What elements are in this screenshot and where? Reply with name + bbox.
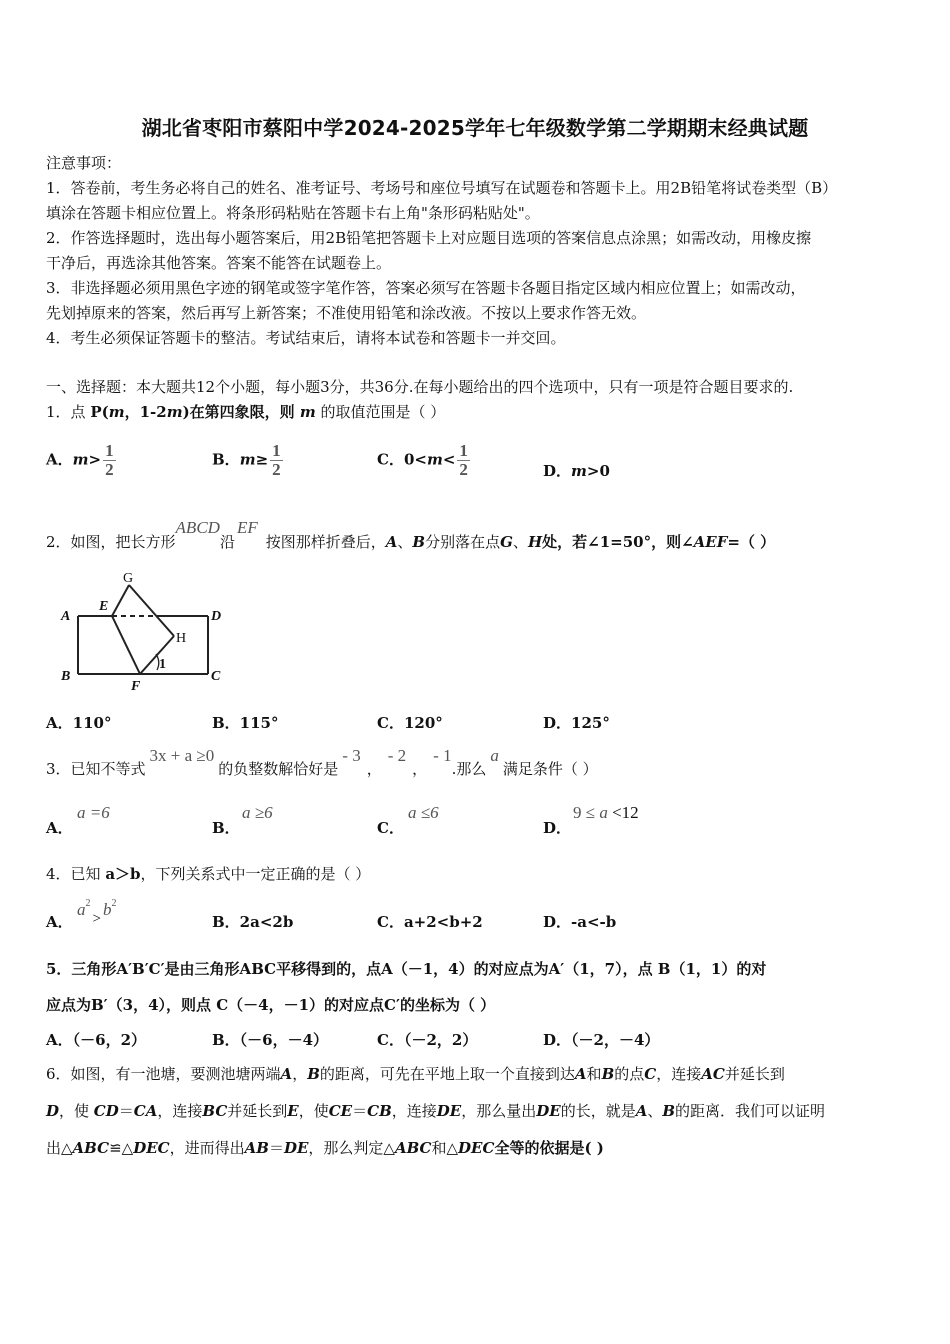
q3-option-a-expr: a =6 [77,803,110,822]
q3-option-c-expr: a ≤6 [408,803,439,822]
q1-option-b: B．m≥ $\frac{1}{2}$ [212,441,281,479]
notice-heading: 注意事项： [46,154,122,172]
fig-label-d: D [211,609,222,624]
q5-option-a: A．（－6，2） [46,1031,147,1049]
q3-option-c-label: C． [377,819,404,837]
fig-label-a: A [61,609,71,624]
q1-option-a: A．m> $\frac{1}{2}$ [46,441,114,479]
fig-label-h: H [176,631,187,646]
q2-option-d: D．125° [543,714,610,732]
notice-line-5: 3．非选择题必须用黑色字迹的钢笔或签字笔作答，答案必须写在答题卡各题目指定区域内相应位置上；如需改动， [46,279,806,297]
fig-label-g: G [123,571,134,586]
q2-option-b: B．115° [212,714,279,732]
notice-line-3: 2．作答选择题时，选出每小题答案后，用2B铅笔把答题卡上对应题目选项的答案信息点涂黑；如需改动，用橡皮擦 [46,229,812,247]
q5-option-b: B．（－6，－4） [212,1031,329,1049]
notice-line-1: 1．答卷前，考生务必将自己的姓名、准考证号、考场号和座位号填写在试题卷和答题卡上。用2B铅笔将试卷类型（B） [46,179,838,197]
q3-option-b-expr: a ≥6 [242,803,273,822]
q5-option-c: C．（－2，2） [377,1031,478,1049]
fig-label-e: E [99,599,109,614]
fig-label-f: F [131,679,141,694]
q1-option-d: D．m>0 [543,462,610,480]
fig-label-b: B [61,669,71,684]
q6-stem-line-3: 出△ABC≌△DEC，进而得出AB＝DE，那么判定△ABC和△DEC全等的依据是( ) [46,1139,604,1157]
q2-option-c: C．120° [377,714,443,732]
q2-option-a: A．110° [46,714,112,732]
q3-stem: 3．已知不等式3x + a ≥0的负整数解恰好是- 3，- 2，- 1.那么a满足条件（ ） [46,746,598,778]
fold-figure [56,570,236,695]
q6-stem-line-2: D，使 CD＝CA，连接BC并延长到E，使CE＝CB，连接DE，那么量出DE的长，就是A、B的距离．我们可以证明 [46,1102,826,1120]
fig-label-c: C [211,669,221,684]
page-title: 湖北省枣阳市蔡阳中学2024-2025学年七年级数学第二学期期末经典试题 [141,116,809,140]
notice-line-2: 填涂在答题卡相应位置上。将条形码粘贴在答题卡右上角"条形码粘贴处"。 [46,204,540,222]
q1-option-c: C．0<m< $\frac{1}{2}$ [377,441,468,479]
notice-line-4: 干净后，再选涂其他答案。答案不能答在试题卷上。 [46,254,392,272]
q4-option-b: B．2a<2b [212,913,294,931]
q6-stem-line-1: 6．如图，有一池塘，要测池塘两端A，B的距离，可先在平地上取一个直接到达A和B的点C，连接AC并延长到 [46,1065,785,1083]
q5-option-d: D．（－2，－4） [543,1031,660,1049]
q4-option-a-expr: $a^2> b^2$ [77,898,117,927]
q3-option-d-expr: 9 ≤ a <12 [573,803,639,822]
q5-stem-line-2: 应点为B′（3，4），则点 C（－4，－1）的对应点C′的坐标为（ ） [46,996,496,1014]
q2-stem: 2．如图，把长方形ABCD沿EF按图那样折叠后，A、B分别落在点G、H处，若∠1=50°，则∠AEF=（ ） [46,518,776,551]
q4-option-c: C．a+2<b+2 [377,913,483,931]
notice-line-7: 4．考生必须保证答题卡的整洁。考试结束后，请将本试卷和答题卡一并交回。 [46,329,566,347]
q3-option-b-label: B． [212,819,240,837]
notice-line-6: 先划掉原来的答案，然后再写上新答案；不准使用铅笔和涂改液。不按以上要求作答无效。 [46,304,647,322]
q4-stem: 4．已知 a＞b，下列关系式中一定正确的是（ ） [46,865,371,883]
q3-option-a-label: A． [46,819,73,837]
q1-stem: 1．点 P(m，1-2m)在第四象限，则 m 的取值范围是（ ） [46,403,446,421]
fig-label-angle-1: 1 [159,657,166,672]
q4-option-d: D．-a<-b [543,913,617,931]
section-heading: 一、选择题：本大题共12个小题，每小题3分，共36分.在每小题给出的四个选项中，只有一项是符合题目要求的. [46,378,794,396]
q3-option-d-label: D． [543,819,572,837]
q5-stem-line-1: 5．三角形A′B′C′是由三角形ABC平移得到的，点A（－1，4）的对应点为A′（1，7），点 B（1，1）的对 [46,960,767,978]
q4-option-a-label: A． [46,913,73,931]
